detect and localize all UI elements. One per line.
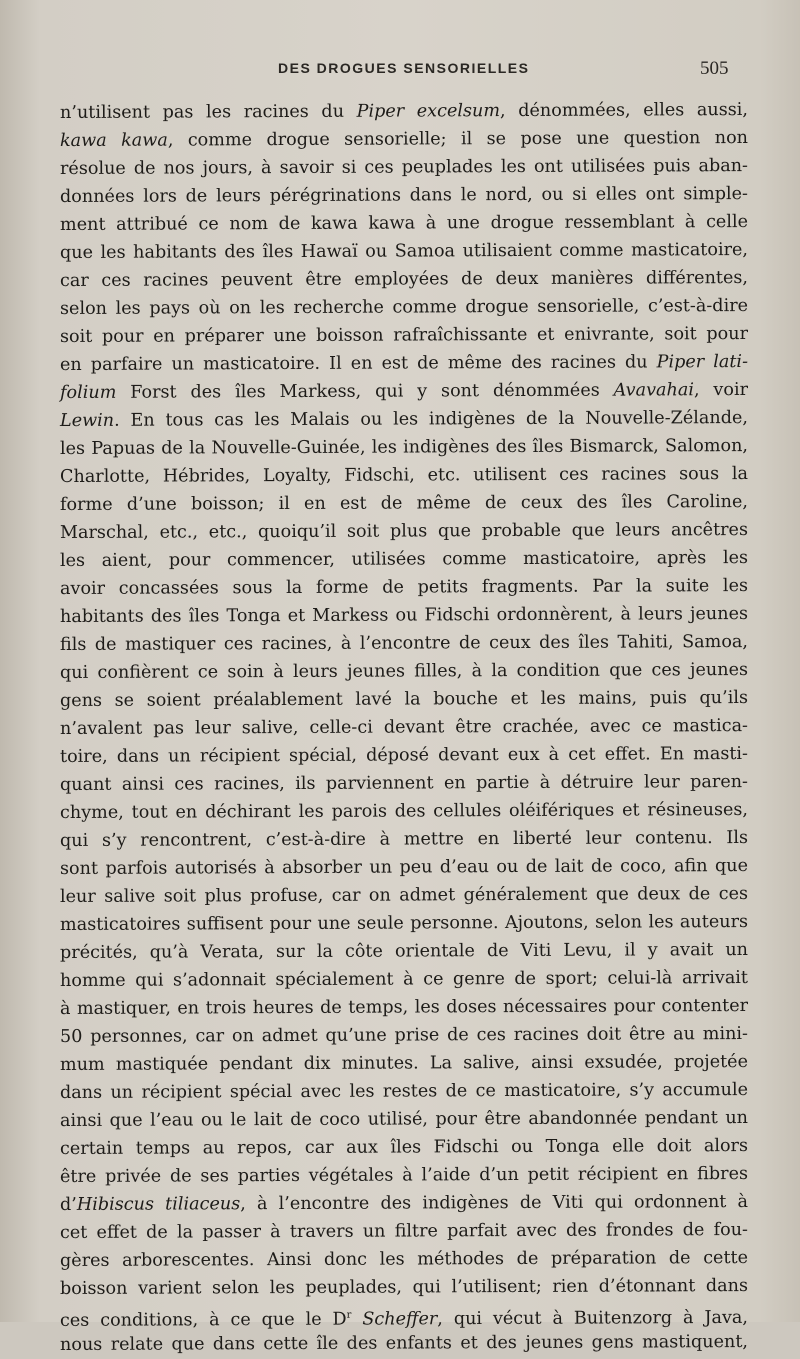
text-line: être privée de ses parties végétales à l’aide d’un petit récipient en fibres [59,1163,749,1187]
text-line: à mastiquer, en trois heures de temps, les doses nécessaires pour contenter [59,995,749,1019]
text-line: ces conditions, à ce que le $D^r$ Scheffer, qui vécut à Buitenzorg à Java, [59,1307,749,1331]
text-line: masticatoires suffisent pour une seule personne. Ajoutons, selon les auteurs [59,911,749,935]
text-line: ment attribué ce nom de kawa kawa à une drogue ressemblant à celle [59,211,749,235]
text-line: les aient, pour commencer, utilisées comme masticatoire, après les [59,547,749,571]
text-line: folium Forst des îles Markess, qui y sont dénommées Avavahai, voir [59,379,749,403]
text-line: avoir concassées sous la forme de petits fragments. Par la suite les [59,575,749,599]
page-number: 505 [700,58,729,79]
text-line: toire, dans un récipient spécial, déposé devant eux à cet effet. En masti- [59,743,749,767]
text-line: gens se soient préalablement lavé la bouche et les mains, puis qu’ils [59,687,749,711]
text-line: résolue de nos jours, à savoir si ces peuplades les ont utilisées puis aban- [59,155,749,179]
text-line: certain temps au repos, car aux îles Fidschi ou Tonga elle doit alors [59,1135,749,1159]
text-line: 50 personnes, car on admet qu’une prise de ces racines doit être au mini- [59,1023,749,1047]
running-title: DES DROGUES SENSORIELLES [278,60,530,76]
text-line: sont parfois autorisés à absorber un peu d’eau ou de lait de coco, afin que [59,855,749,879]
text-line: les Papuas de la Nouvelle-Guinée, les indigènes des îles Bismarck, Salomon, [59,435,749,459]
text-line: Charlotte, Hébrides, Loyalty, Fidschi, etc. utilisent ces racines sous la [59,463,749,487]
text-line: kawa kawa, comme drogue sensorielle; il se pose une question non [59,127,749,151]
text-line: nous relate que dans cette île des enfants et des jeunes gens mastiquent, [59,1331,749,1355]
text-line: leur salive soit plus profuse, car on admet généralement que deux de ces [59,883,749,907]
text-line: mum mastiquée pendant dix minutes. La salive, ainsi exsudée, projetée [59,1051,749,1075]
text-line: car ces racines peuvent être employées de deux manières différentes, [59,267,749,291]
text-line: n’utilisent pas les racines du Piper excelsum, dénommées, elles aussi, [59,99,749,123]
text-line: d’Hibiscus tiliaceus, à l’encontre des indigènes de Viti qui ordonnent à [59,1191,749,1215]
text-line: n’avalent pas leur salive, celle-ci devant être crachée, avec ce mastica- [59,715,749,739]
text-line: qui confièrent ce soin à leurs jeunes filles, à la condition que ces jeunes [59,659,749,683]
text-line: cet effet de la passer à travers un filtre parfait avec des frondes de fou- [59,1219,749,1243]
text-line: dans un récipient spécial avec les restes de ce masticatoire, s’y accumule [59,1079,749,1103]
text-line: ainsi que l’eau ou le lait de coco utilisé, pour être abandonnée pendant un [59,1107,749,1131]
text-line: boisson varient selon les peuplades, qui l’utilisent; rien d’étonnant dans [59,1275,749,1299]
text-line: fils de mastiquer ces racines, à l’encontre de ceux des îles Tahiti, Samoa, [59,631,749,655]
text-line: qui s’y rencontrent, c’est-à-dire à mettre en liberté leur contenu. Ils [59,827,749,851]
text-line: habitants des îles Tonga et Markess ou Fidschi ordonnèrent, à leurs jeunes [59,603,749,627]
text-line: que les habitants des îles Hawaï ou Samoa utilisaient comme masticatoire, [59,239,749,263]
text-line: homme qui s’adonnait spécialement à ce genre de sport; celui-là arrivait [59,967,749,991]
text-line: données lors de leurs pérégrinations dans le nord, ou si elles ont simple- [59,183,749,207]
text-line: selon les pays où on les recherche comme drogue sensorielle, c’est-à-dire [59,295,749,319]
text-line: chyme, tout en déchirant les parois des cellules oléifériques et résineuses, [59,799,749,823]
text-line: précités, qu’à Verata, sur la côte orientale de Viti Levu, il y avait un [59,939,749,963]
body-text [60,99,748,1359]
text-line: soit pour en préparer une boisson rafraîchissante et enivrante, soit pour [59,323,749,347]
text-line: quant ainsi ces racines, ils parviennent en partie à détruire leur paren- [59,771,749,795]
text-line: gères arborescentes. Ainsi donc les méthodes de préparation de cette [59,1247,749,1271]
text-line: Marschal, etc., etc., quoiqu’il soit plus que probable que leurs ancêtres [59,519,749,543]
text-line: en parfaire un masticatoire. Il en est de même des racines du Piper lati- [59,351,749,375]
text-line: forme d’une boisson; il en est de même de ceux des îles Caroline, [59,491,749,515]
text-line: Lewin. En tous cas les Malais ou les indigènes de la Nouvelle-Zélande, [59,407,749,431]
